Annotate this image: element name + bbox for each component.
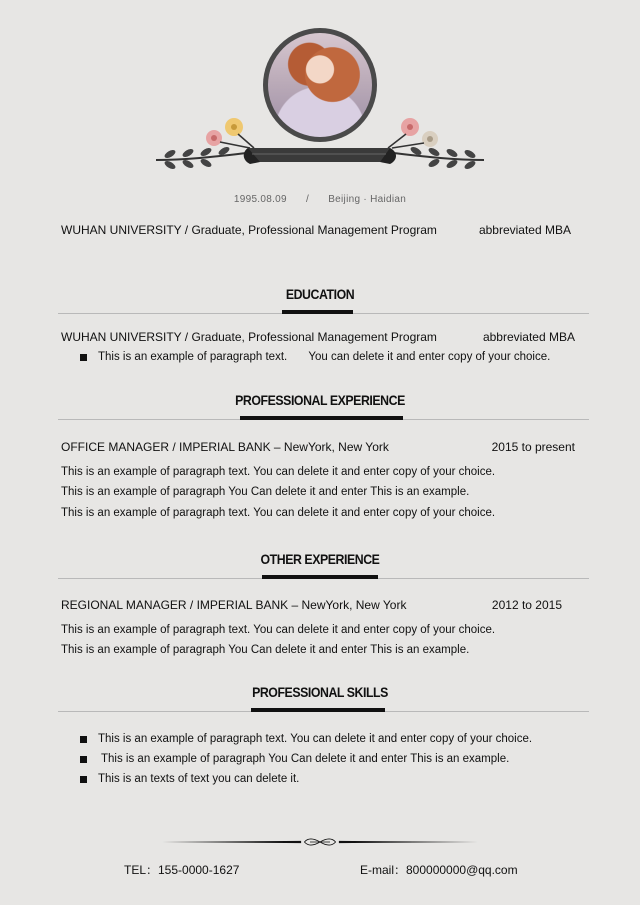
other-period: 2012 to 2015 <box>491 598 562 612</box>
section-title-professional-experience: PROFESSIONAL EXPERIENCE <box>235 392 405 408</box>
education-bullet-b: You can delete it and enter copy of your choice. <box>308 351 551 363</box>
section-underline <box>251 708 385 712</box>
meta-separator: / <box>306 194 310 205</box>
skill-item <box>80 773 299 785</box>
education-bullet <box>80 351 550 363</box>
skill-item <box>80 733 532 745</box>
professional-paragraph: This is an example of paragraph You Can delete it and enter This is an example. <box>61 486 470 498</box>
skill-item-text: This is an example of paragraph You Can delete it and enter This is an example. <box>80 753 509 765</box>
other-paragraph: This is an example of paragraph You Can delete it and enter This is an example. <box>61 644 470 656</box>
section-underline <box>240 416 403 420</box>
education-row <box>61 330 575 344</box>
location: Beijing · Haidian <box>328 194 407 205</box>
skill-item-text: This is an texts of text you can delete it. <box>80 773 299 785</box>
professional-role: OFFICE MANAGER / IMPERIAL BANK – NewYork, New York <box>61 440 389 454</box>
header-education <box>61 223 581 237</box>
section-title-other-experience: OTHER EXPERIENCE <box>260 551 380 567</box>
professional-experience-row <box>61 440 575 454</box>
section-title-professional-skills: PROFESSIONAL SKILLS <box>252 684 388 700</box>
floral-ribbon-icon <box>150 112 490 174</box>
skill-item <box>80 753 509 765</box>
footer-email: E-mail：800000000@qq.com <box>360 863 518 877</box>
skill-item-text: This is an example of paragraph text. You can delete it and enter copy of your choice. <box>80 733 532 745</box>
section-underline <box>262 575 378 579</box>
other-role: REGIONAL MANAGER / IMPERIAL BANK – NewYork, New York <box>61 598 407 612</box>
section-title-education: EDUCATION <box>285 286 355 302</box>
other-paragraph: This is an example of paragraph text. You can delete it and enter copy of your choice. <box>61 624 496 636</box>
birth-date: 1995.08.09 <box>233 194 287 205</box>
footer-tel: TEL：155-0000-1627 <box>124 863 240 877</box>
professional-paragraph: This is an example of paragraph text. You can delete it and enter copy of your choice. <box>61 466 496 478</box>
education-line: WUHAN UNIVERSITY / Graduate, Professional Management Program <box>61 330 437 344</box>
header-education-line: WUHAN UNIVERSITY / Graduate, Professional Management Program <box>61 223 437 237</box>
other-experience-row <box>61 598 575 612</box>
profile-meta <box>0 194 640 205</box>
education-bullet-a: This is an example of paragraph text. <box>98 351 288 363</box>
professional-paragraph: This is an example of paragraph text. You can delete it and enter copy of your choice. <box>61 507 496 519</box>
ornament-divider-icon <box>36 837 604 847</box>
education-degree: abbreviated MBA <box>482 330 575 344</box>
header-degree: abbreviated MBA <box>478 223 571 237</box>
professional-period: 2015 to present <box>491 440 575 454</box>
section-underline <box>282 310 353 314</box>
